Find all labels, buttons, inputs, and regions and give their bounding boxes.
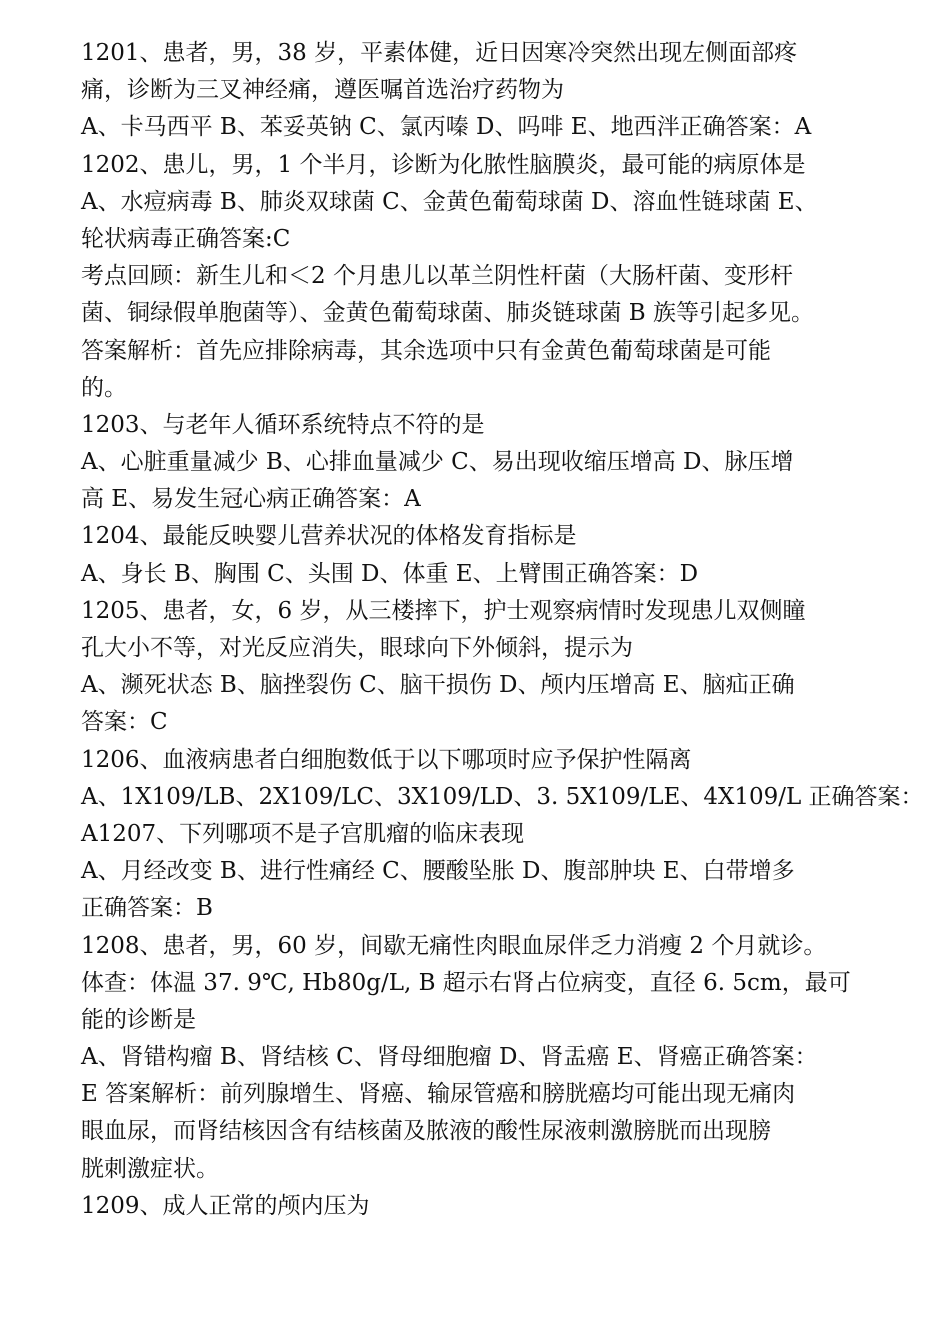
text-line: 答案解析：首先应排除病毒，其余选项中只有金黄色葡萄球菌是可能 (81, 337, 771, 364)
text-line: 1201、患者，男，38 岁，平素体健，近日因寒冷突然出现左侧面部疼 (81, 40, 798, 66)
text-line: 胱刺激症状。 (81, 1155, 219, 1182)
text-line: 痛，诊断为三叉神经痛，遵医嘱首选治疗药物为 (81, 77, 564, 104)
text-line: A、卡马西平 B、苯妥英钠 C、氯丙嗪 D、吗啡 E、地西泮正确答案：A (81, 114, 812, 141)
text-line: A、濒死状态 B、脑挫裂伤 C、脑干损伤 D、颅内压增高 E、脑疝正确 (81, 672, 795, 699)
text-line: 轮状病毒正确答案:C (81, 225, 291, 252)
text-line: A、1X109/LB、2X109/LC、3X109/LD、3. 5X109/LE、4X109/L 正确答案： (81, 783, 924, 810)
text-line: E 答案解析：前列腺增生、肾癌、输尿管癌和膀胱癌均可能出现无痛肉 (81, 1081, 796, 1108)
text-line: 孔大小不等，对光反应消失，眼球向下外倾斜，提示为 (81, 635, 633, 661)
text-line: 1204、最能反映婴儿营养状况的体格发育指标是 (81, 523, 577, 550)
text-line: A、肾错构瘤 B、肾结核 C、肾母细胞瘤 D、肾盂癌 E、肾癌正确答案： (81, 1044, 818, 1071)
text-line: 体查：体温 37. 9℃, Hb80g/L, B 超示右肾占位病变，直径 6. 5cm，最可 (81, 969, 851, 996)
text-line: 正确答案：B (81, 895, 213, 922)
text-line: 菌、铜绿假单胞菌等）、金黄色葡萄球菌、肺炎链球菌 B 族等引起多见。 (81, 300, 815, 327)
text-line: 高 E、易发生冠心病正确答案：A (81, 486, 421, 513)
text-line: A、身长 B、胸围 C、头围 D、体重 E、上臂围正确答案：D (81, 560, 699, 587)
text-line: 1203、与老年人循环系统特点不符的是 (81, 411, 485, 438)
text-line: A、月经改变 B、进行性痛经 C、腰酸坠胀 D、腹部肿块 E、白带增多 (81, 858, 795, 885)
text-line: 1209、成人正常的颅内压为 (81, 1192, 370, 1219)
text-line: 答案：C (81, 709, 168, 736)
text-line: 眼血尿，而肾结核因含有结核菌及脓液的酸性尿液刺激膀胱而出现膀 (81, 1118, 771, 1145)
text-line: 1206、血液病患者白细胞数低于以下哪项时应予保护性隔离 (81, 746, 692, 773)
text-line: 考点回顾：新生儿和＜2 个月患儿以革兰阴性杆菌（大肠杆菌、变形杆 (81, 263, 793, 290)
text-line: A、心脏重量减少 B、心排血量减少 C、易出现收缩压增高 D、脉压增 (81, 449, 794, 476)
text-line: A1207、下列哪项不是子宫肌瘤的临床表现 (81, 820, 525, 847)
text-line: 的。 (81, 374, 127, 401)
text-line: A、水痘病毒 B、肺炎双球菌 C、金黄色葡萄球菌 D、溶血性链球菌 E、 (81, 188, 818, 215)
text-line: 1208、患者，男，60 岁，间歇无痛性肉眼血尿伴乏力消瘦 2 个月就诊。 (81, 932, 827, 959)
text-line: 能的诊断是 (81, 1006, 196, 1033)
text-line: 1202、患儿，男，1 个半月，诊断为化脓性脑膜炎，最可能的病原体是 (81, 151, 806, 178)
question-text-block (81, 35, 924, 1225)
text-line: 1205、患者，女，6 岁，从三楼摔下，护士观察病情时发现患儿双侧瞳 (81, 597, 806, 624)
